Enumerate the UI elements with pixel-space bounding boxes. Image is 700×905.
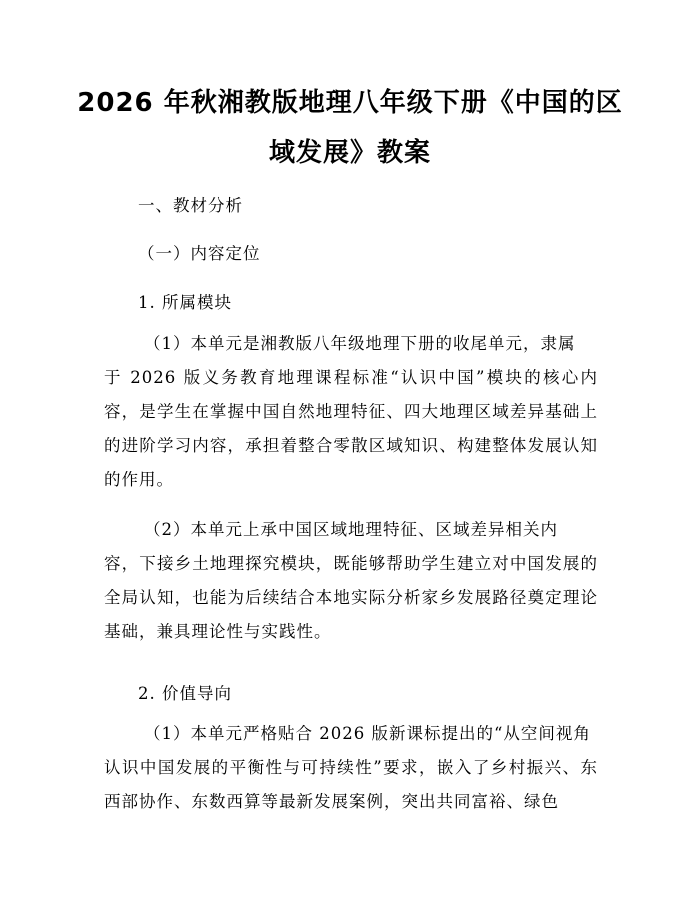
item-heading-module: 1. 所属模块 [138, 293, 232, 312]
document-title-line-2: 域发展》教案 [268, 138, 431, 168]
paragraph-module-2 [104, 513, 598, 649]
paragraph-value-1 [104, 717, 598, 819]
paragraph-body: 于 2026 版义务教育地理课程标准“认识中国”模块的核心内容，是学生在掌握中国自然地理特征、四大地理区域差异基础上的进阶学习内容，承担着整合零散区域知识、构建整体发展认知的作用。 [104, 368, 598, 489]
paragraph-first-line: （1）本单元严格贴合 2026 版新课标提出的“从空间视角 [144, 724, 591, 743]
subsection-heading-content-positioning: （一）内容定位 [138, 244, 261, 263]
paragraph-first-line: （2）本单元上承中国区域地理特征、区域差异相关内 [144, 520, 558, 539]
paragraph-body: 认识中国发展的平衡性与可持续性”要求，嵌入了乡村振兴、东西部协作、东数西算等最新发展案例，突出共同富裕、绿色 [104, 758, 598, 811]
paragraph-first-line: （1）本单元是湘教版八年级地理下册的收尾单元，隶属 [144, 334, 576, 353]
paragraph-module-1 [104, 327, 598, 497]
section-heading-textbook-analysis: 一、教材分析 [138, 196, 243, 215]
document-title-line-1: 2026 年秋湘教版地理八年级下册《中国的区 [77, 88, 623, 118]
paragraph-body: 容，下接乡土地理探究模块，既能够帮助学生建立对中国发展的全局认知，也能为后续结合本地实际分析家乡发展路径奠定理论基础，兼具理论性与实践性。 [104, 554, 598, 641]
item-heading-value-orientation: 2. 价值导向 [138, 684, 232, 703]
